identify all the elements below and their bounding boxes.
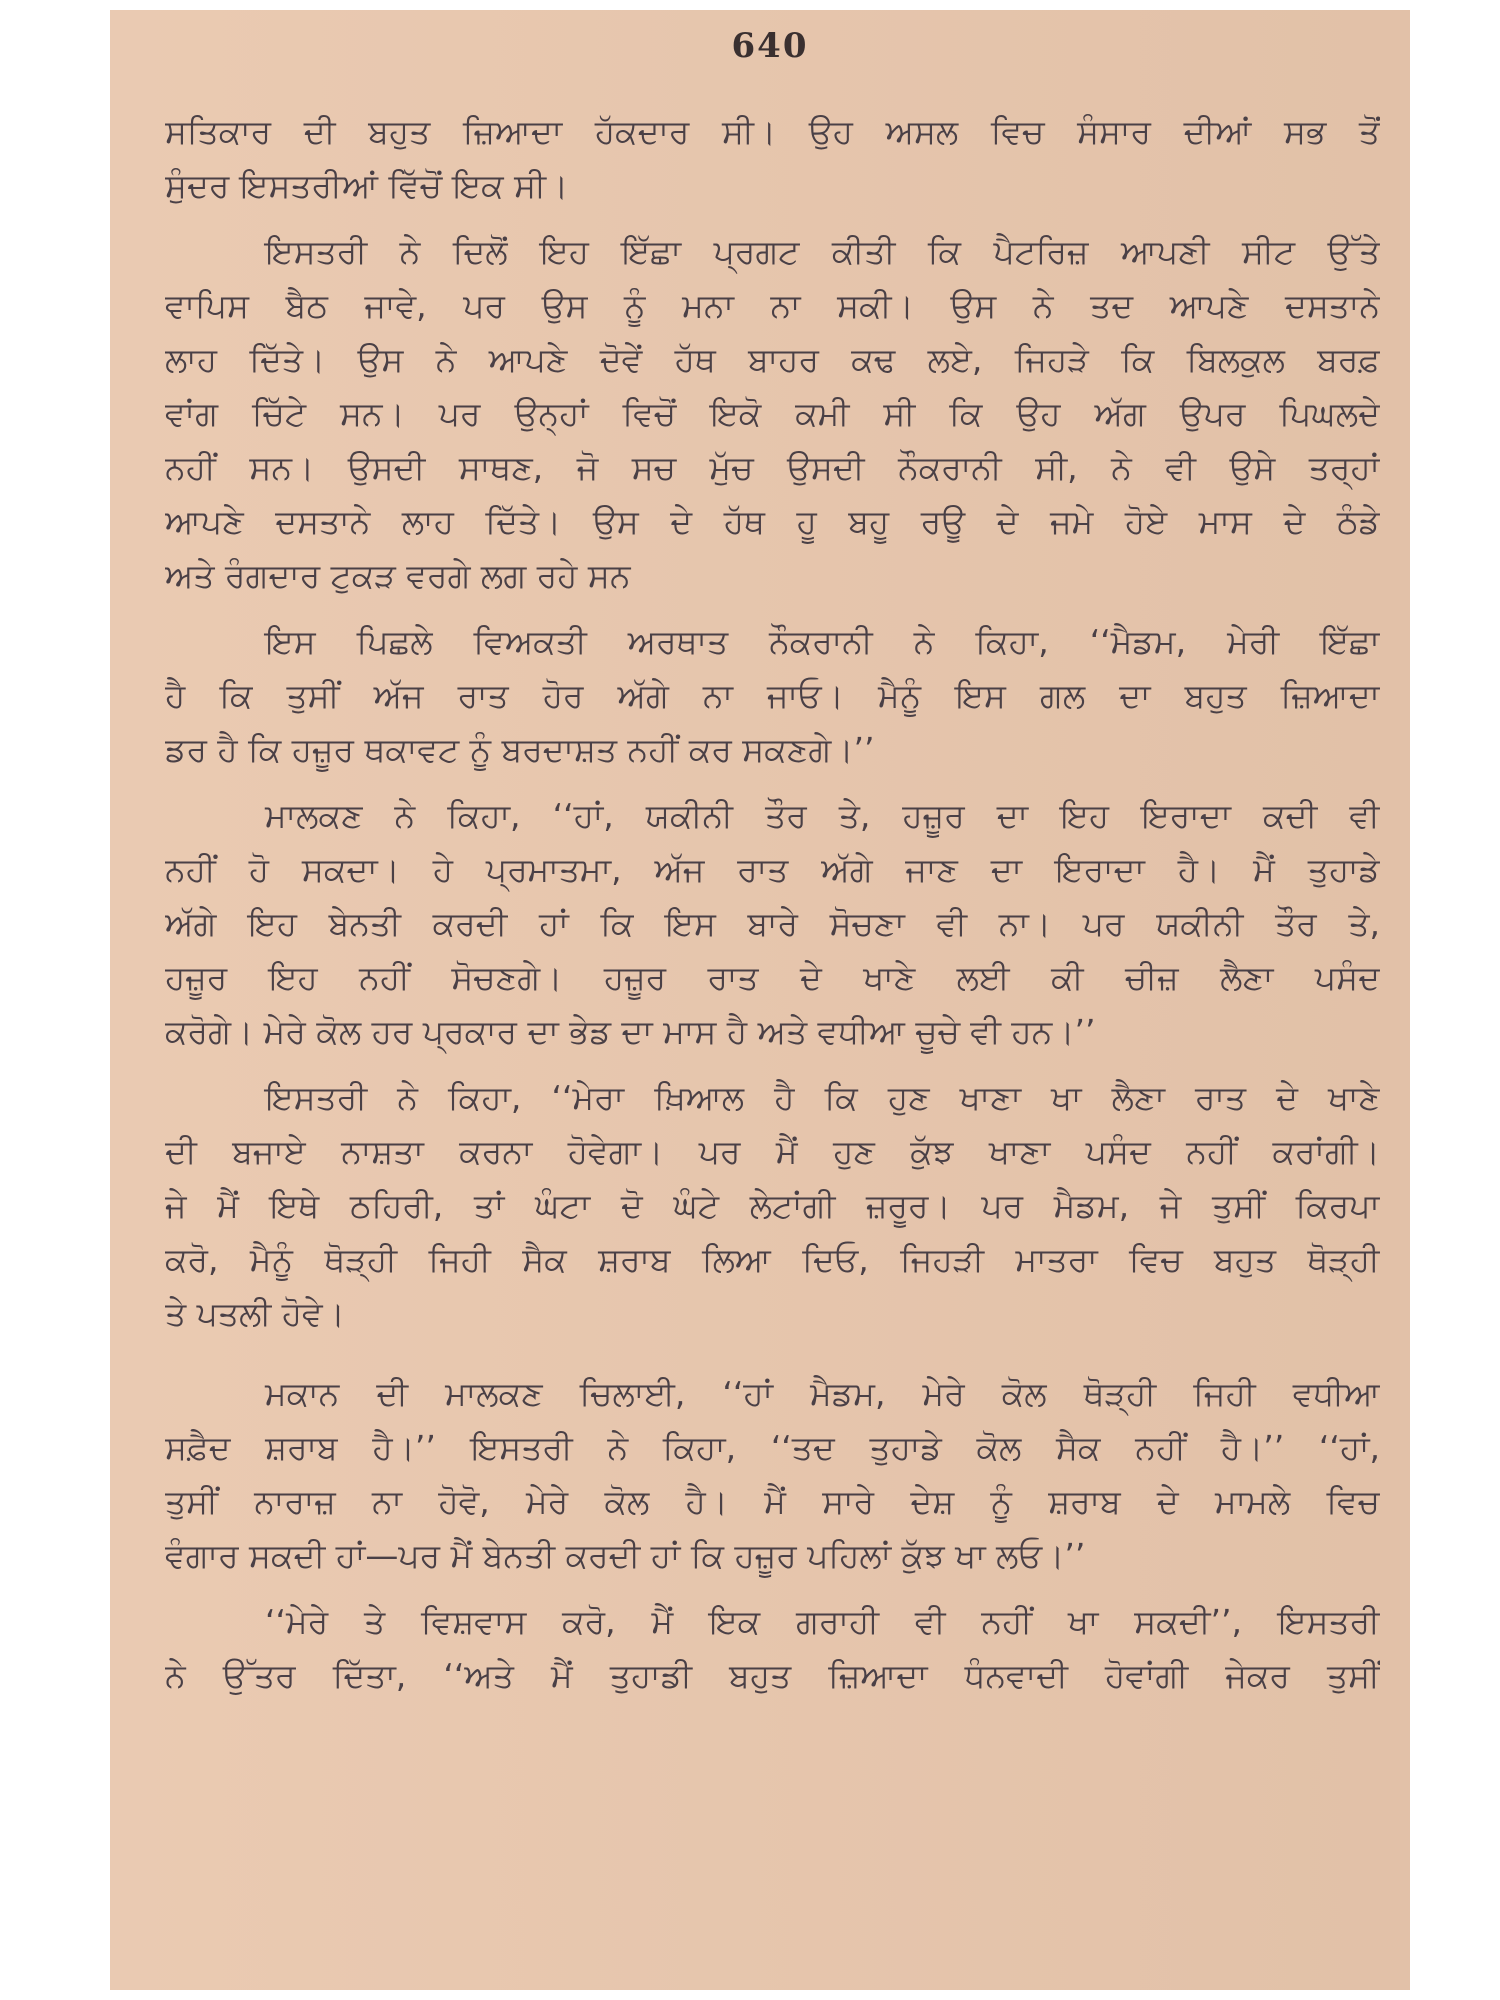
text-line: ਮਕਾਨ ਦੀ ਮਾਲਕਣ ਚਿਲਾਈ, ‘‘ਹਾਂ ਮੈਡਮ, ਮੇਰੇ ਕੋਲ ਥੋੜ੍ਹੀ ਜਿਹੀ ਵਧੀਆ	[265, 1374, 1380, 1413]
text-line: ਆਪਣੇ ਦਸਤਾਨੇ ਲਾਹ ਦਿੱਤੇ। ਉਸ ਦੇ ਹੱਥ ਹੂ ਬਹੂ ਰਊ ਦੇ ਜਮੇ ਹੋਏ ਮਾਸ ਦੇ ਠੰਡੇ	[165, 502, 1380, 541]
paragraph-gap	[165, 777, 1380, 789]
text-line: ਅੱਗੇ ਇਹ ਬੇਨਤੀ ਕਰਦੀ ਹਾਂ ਕਿ ਇਸ ਬਾਰੇ ਸੋਚਣਾ ਵੀ ਨਾ। ਪਰ ਯਕੀਨੀ ਤੌਰ ਤੇ,	[165, 904, 1380, 943]
paragraph-gap	[165, 1583, 1380, 1595]
text-line: ਹਜ਼ੂਰ ਇਹ ਨਹੀਂ ਸੋਚਣਗੇ। ਹਜ਼ੂਰ ਰਾਤ ਦੇ ਖਾਣੇ ਲਈ ਕੀ ਚੀਜ਼ ਲੈਣਾ ਪਸੰਦ	[165, 958, 1380, 997]
text-line: ਦੀ ਬਜਾਏ ਨਾਸ਼ਤਾ ਕਰਨਾ ਹੋਵੇਗਾ। ਪਰ ਮੈਂ ਹੁਣ ਕੁੱਝ ਖਾਣਾ ਪਸੰਦ ਨਹੀਂ ਕਰਾਂਗੀ।	[165, 1132, 1380, 1171]
text-line: ਸਫ਼ੈਦ ਸ਼ਰਾਬ ਹੈ।’’ ਇਸਤਰੀ ਨੇ ਕਿਹਾ, ‘‘ਤਦ ਤੁਹਾਡੇ ਕੋਲ ਸੈਕ ਨਹੀਂ ਹੈ।’’ ‘‘ਹਾਂ,	[165, 1428, 1380, 1467]
text-line: ਸੁੰਦਰ ਇਸਤਰੀਆਂ ਵਿੱਚੋਂ ਇਕ ਸੀ।	[165, 166, 569, 205]
text-line: ਵਾਂਗ ਚਿੱਟੇ ਸਨ। ਪਰ ਉਨ੍ਹਾਂ ਵਿਚੋਂ ਇਕੋ ਕਮੀ ਸੀ ਕਿ ਉਹ ਅੱਗ ਉਪਰ ਪਿਘਲਦੇ	[165, 394, 1380, 433]
text-line: ਵੰਗਾਰ ਸਕਦੀ ਹਾਂ—ਪਰ ਮੈਂ ਬੇਨਤੀ ਕਰਦੀ ਹਾਂ ਕਿ ਹਜ਼ੂਰ ਪਹਿਲਾਂ ਕੁੱਝ ਖਾ ਲਓ।’’	[165, 1536, 1086, 1575]
text-line: ਇਸਤਰੀ ਨੇ ਕਿਹਾ, ‘‘ਮੇਰਾ ਖ਼ਿਆਲ ਹੈ ਕਿ ਹੁਣ ਖਾਣਾ ਖਾ ਲੈਣਾ ਰਾਤ ਦੇ ਖਾਣੇ	[265, 1078, 1380, 1117]
paragraph-gap	[165, 603, 1380, 615]
paragraph-gap	[165, 1059, 1380, 1071]
text-line: ਲਾਹ ਦਿੱਤੇ। ਉਸ ਨੇ ਆਪਣੇ ਦੋਵੇਂ ਹੱਥ ਬਾਹਰ ਕਢ ਲਏ, ਜਿਹੜੇ ਕਿ ਬਿਲਕੁਲ ਬਰਫ਼	[165, 340, 1380, 379]
text-line: ਨਹੀਂ ਸਨ। ਉਸਦੀ ਸਾਥਣ, ਜੋ ਸਚ ਮੁੱਚ ਉਸਦੀ ਨੌਕਰਾਨੀ ਸੀ, ਨੇ ਵੀ ਉਸੇ ਤਰ੍ਹਾਂ	[165, 448, 1380, 487]
text-line: ਵਾਪਿਸ ਬੈਠ ਜਾਵੇ, ਪਰ ਉਸ ਨੂੰ ਮਨਾ ਨਾ ਸਕੀ। ਉਸ ਨੇ ਤਦ ਆਪਣੇ ਦਸਤਾਨੇ	[165, 286, 1380, 325]
page-body-text	[165, 105, 1380, 1703]
text-line: ਡਰ ਹੈ ਕਿ ਹਜ਼ੂਰ ਥਕਾਵਟ ਨੂੰ ਬਰਦਾਸ਼ਤ ਨਹੀਂ ਕਰ ਸਕਣਗੇ।’’	[165, 730, 875, 769]
text-line: ‘‘ਮੇਰੇ ਤੇ ਵਿਸ਼ਵਾਸ ਕਰੋ, ਮੈਂ ਇਕ ਗਰਾਹੀ ਵੀ ਨਹੀਂ ਖਾ ਸਕਦੀ’’, ਇਸਤਰੀ	[265, 1602, 1380, 1641]
paragraph-gap	[165, 1341, 1380, 1367]
text-line: ਅਤੇ ਰੰਗਦਾਰ ਟੁਕੜ ਵਰਗੇ ਲਗ ਰਹੇ ਸਨ	[165, 556, 631, 595]
text-line: ਨੇ ਉੱਤਰ ਦਿੱਤਾ, ‘‘ਅਤੇ ਮੈਂ ਤੁਹਾਡੀ ਬਹੁਤ ਜ਼ਿਆਦਾ ਧੰਨਵਾਦੀ ਹੋਵਾਂਗੀ ਜੇਕਰ ਤੁਸੀਂ	[165, 1656, 1380, 1695]
paragraph-gap	[165, 213, 1380, 225]
text-line: ਜੇ ਮੈਂ ਇਥੇ ਠਹਿਰੀ, ਤਾਂ ਘੰਟਾ ਦੋ ਘੰਟੇ ਲੇਟਾਂਗੀ ਜ਼ਰੂਰ। ਪਰ ਮੈਡਮ, ਜੇ ਤੁਸੀਂ ਕਿਰਪਾ	[165, 1186, 1380, 1225]
text-line: ਕਰੋ, ਮੈਨੂੰ ਥੋੜ੍ਹੀ ਜਿਹੀ ਸੈਕ ਸ਼ਰਾਬ ਲਿਆ ਦਿਓ, ਜਿਹੜੀ ਮਾਤਰਾ ਵਿਚ ਬਹੁਤ ਥੋੜ੍ਹੀ	[165, 1240, 1380, 1279]
text-line: ਇਸ ਪਿਛਲੇ ਵਿਅਕਤੀ ਅਰਥਾਤ ਨੌਕਰਾਨੀ ਨੇ ਕਿਹਾ, ‘‘ਮੈਡਮ, ਮੇਰੀ ਇੱਛਾ	[265, 622, 1380, 661]
text-line: ਤੇ ਪਤਲੀ ਹੋਵੇ।	[165, 1294, 345, 1333]
page-number: 640	[731, 26, 809, 66]
text-line: ਹੈ ਕਿ ਤੁਸੀਂ ਅੱਜ ਰਾਤ ਹੋਰ ਅੱਗੇ ਨਾ ਜਾਓ। ਮੈਨੂੰ ਇਸ ਗਲ ਦਾ ਬਹੁਤ ਜ਼ਿਆਦਾ	[165, 676, 1380, 715]
text-line: ਸਤਿਕਾਰ ਦੀ ਬਹੁਤ ਜ਼ਿਆਦਾ ਹੱਕਦਾਰ ਸੀ। ਉਹ ਅਸਲ ਵਿਚ ਸੰਸਾਰ ਦੀਆਂ ਸਭ ਤੋਂ	[165, 112, 1380, 151]
text-line: ਮਾਲਕਣ ਨੇ ਕਿਹਾ, ‘‘ਹਾਂ, ਯਕੀਨੀ ਤੌਰ ਤੇ, ਹਜ਼ੂਰ ਦਾ ਇਹ ਇਰਾਦਾ ਕਦੀ ਵੀ	[265, 796, 1380, 835]
text-line: ਕਰੋਗੇ। ਮੇਰੇ ਕੋਲ ਹਰ ਪ੍ਰਕਾਰ ਦਾ ਭੇਡ ਦਾ ਮਾਸ ਹੈ ਅਤੇ ਵਧੀਆ ਚੂਚੇ ਵੀ ਹਨ।’’	[165, 1012, 1096, 1051]
text-line: ਇਸਤਰੀ ਨੇ ਦਿਲੋਂ ਇਹ ਇੱਛਾ ਪ੍ਰਗਟ ਕੀਤੀ ਕਿ ਪੈਟਰਿਜ਼ ਆਪਣੀ ਸੀਟ ਉੱਤੇ	[265, 232, 1380, 271]
text-line: ਤੁਸੀਂ ਨਾਰਾਜ਼ ਨਾ ਹੋਵੋ, ਮੇਰੇ ਕੋਲ ਹੈ। ਮੈਂ ਸਾਰੇ ਦੇਸ਼ ਨੂੰ ਸ਼ਰਾਬ ਦੇ ਮਾਮਲੇ ਵਿਚ	[165, 1482, 1380, 1521]
text-line: ਨਹੀਂ ਹੋ ਸਕਦਾ। ਹੇ ਪ੍ਰਮਾਤਮਾ, ਅੱਜ ਰਾਤ ਅੱਗੇ ਜਾਣ ਦਾ ਇਰਾਦਾ ਹੈ। ਮੈਂ ਤੁਹਾਡੇ	[165, 850, 1380, 889]
book-page	[110, 10, 1410, 1990]
